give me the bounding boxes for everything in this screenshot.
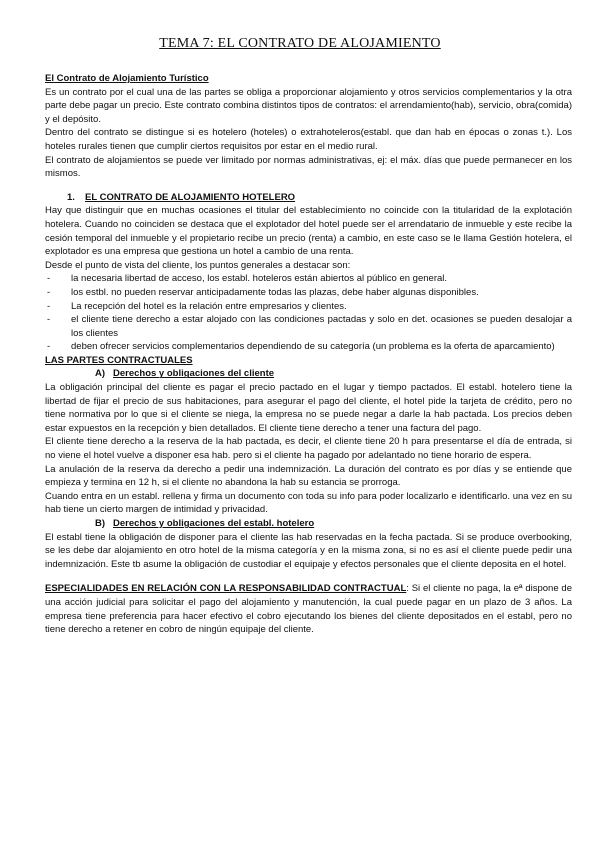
subsection-a-paragraph: El cliente tiene derecho a la reserva de la hab pactada, es decir, el cliente tiene 20 h para presentarse el día de entrada, si no viene el hotel vuelve a disponer esa hab. pero si el cliente ha pagado por adelantado no tiene horario de espera. bbox=[45, 436, 572, 462]
subsection-a-heading bbox=[45, 367, 572, 381]
intro-heading: El Contrato de Alojamiento Turístico bbox=[45, 73, 209, 84]
subsection-b-letter: B) bbox=[95, 518, 106, 529]
document-body bbox=[45, 72, 572, 637]
section-1-title: EL CONTRATO DE ALOJAMIENTO HOTELERO bbox=[85, 191, 296, 203]
section-1-number: 1. bbox=[67, 191, 75, 203]
subsection-a-paragraph: Cuando entra en un establ. rellena y firma un documento con toda su info para poder localizarlo e identificarlo. una vez en su hab tiene un cierto margen de intimidad y privacidad. bbox=[45, 490, 572, 516]
section-1-paragraph: Desde el punto de vista del cliente, los puntos generales a destacar son: bbox=[45, 259, 351, 271]
parties-heading: LAS PARTES CONTRACTUALES bbox=[45, 354, 193, 366]
dash-bullet: - bbox=[47, 341, 51, 353]
intro-paragraph: Es un contrato por el cual una de las partes se obliga a proporcionar alojamiento y otros servicios complementarios y la otra parte debe pagar un precio. Este contrato combina distintos tipos de contratos: el arrendamiento(hab), servicio, obra(comida) y el depósito. bbox=[45, 86, 572, 125]
dash-bullet: - bbox=[47, 273, 51, 285]
subsection-a-paragraph: La anulación de la reserva da derecho a pedir una indemnización. La duración del contrato es por días y se entiende que empieza y termina en 12 h, si el cliente no abandona la hab su estancia se prorroga. bbox=[45, 463, 572, 489]
list-item: - La recepción del hotel es la relación entre empresarios y clientes. bbox=[47, 300, 347, 312]
subsection-a-letter: A) bbox=[95, 368, 106, 380]
subsection-a-title: Derechos y obligaciones del cliente bbox=[113, 368, 275, 380]
subsection-b-paragraph: El establ tiene la obligación de disponer para el cliente las hab reservadas en la fecha pactada. Si se produce overbooking, se les debe dar alojamiento en otro hotel de la misma categoría y en la misma zona, si no es así el cliente puede pedir una indemnización. Este tb asume la obligación de custodiar el equipaje y efectos personales que el cliente deposita en el hotel. bbox=[45, 531, 572, 570]
subsection-b-heading bbox=[45, 517, 572, 531]
list-item: - el cliente tiene derecho a estar alojado con las condiciones pactadas y solo en det. ocasiones se pueden desalojar a los clientes bbox=[47, 314, 572, 339]
section-1-heading bbox=[45, 191, 572, 205]
subsection-a-paragraph: La obligación principal del cliente es pagar el precio pactado en el lugar y tiempo pactados. El establ. hotelero tiene la libertad de fijar el precio de sus habitaciones, para asegurar el pago del cliente, el hotel pide la tarjeta de crédito, pero no tiene normativa por lo que si el cliente se niega, la empresa no se puede negar a darle la hab pactada. Los precios deben estar expuestos en la recepción y bien detallados. El cliente tiene derecho a tener una factura del pago. bbox=[45, 382, 572, 434]
list-item: - los estbl. no pueden reservar anticipadamente todas las plazas, debe haber algunas disponibles. bbox=[47, 286, 479, 298]
intro-paragraph: Dentro del contrato se distingue si es hotelero (hoteles) o extrahoteleros(establ. que dan hab en épocas o zonas t.). Los hoteles rurales tienen que cumplir ciertos requisitos por estar en el medio rural. bbox=[45, 127, 572, 152]
list-item: - deben ofrecer servicios complementarios dependiendo de su categoría (un problema es la oferta de aparcamiento) bbox=[47, 341, 555, 353]
specialties-paragraph bbox=[45, 582, 572, 636]
intro-paragraph: El contrato de alojamientos se puede ver limitado por normas administrativas, ej: el máx. días que puede permanecer en los mismos. bbox=[45, 154, 572, 180]
dash-bullet: - bbox=[47, 314, 51, 326]
dash-bullet: - bbox=[47, 286, 51, 298]
page-title: TEMA 7: EL CONTRATO DE ALOJAMIENTO bbox=[159, 36, 441, 51]
section-1-paragraph: Hay que distinguir que en muchas ocasiones el titular del establecimiento no coincide con la titularidad de la explotación hotelera. Cuando no coinciden se destaca que el explotador del hotel puede ser el arrendatario de inmueble y este recibe la cesión temporal del inmueble y el propietario recibe un precio (renta) a cambio, en este caso se le llama Gestión hotelera, el explotador es una empresa que gestiona un hotel a cambio de una renta. bbox=[45, 205, 572, 258]
dash-bullet: - bbox=[47, 300, 51, 312]
list-item: - la necesaria libertad de acceso, los establ. hoteleros están abiertos al público en general. bbox=[47, 273, 448, 285]
subsection-b-title: Derechos y obligaciones del establ. hotelero bbox=[113, 518, 315, 529]
client-points-list bbox=[45, 272, 572, 354]
specialties-text: : Si el cliente no paga, la eª dispone de una acción judicial para solicitar el pago del alojamiento y manutención, la cual puede pagar en un plazo de 3 años. La empresa tiene preferencia para hacer efectivo el cobro ejecutando los bienes del cliente depositados en el establ, pero no tiene derecho a retener en cobro de ningún equipaje del cliente. bbox=[45, 583, 572, 636]
specialties-heading: ESPECIALIDADES EN RELACIÓN CON LA RESPONSABILIDAD CONTRACTUAL bbox=[45, 583, 407, 595]
